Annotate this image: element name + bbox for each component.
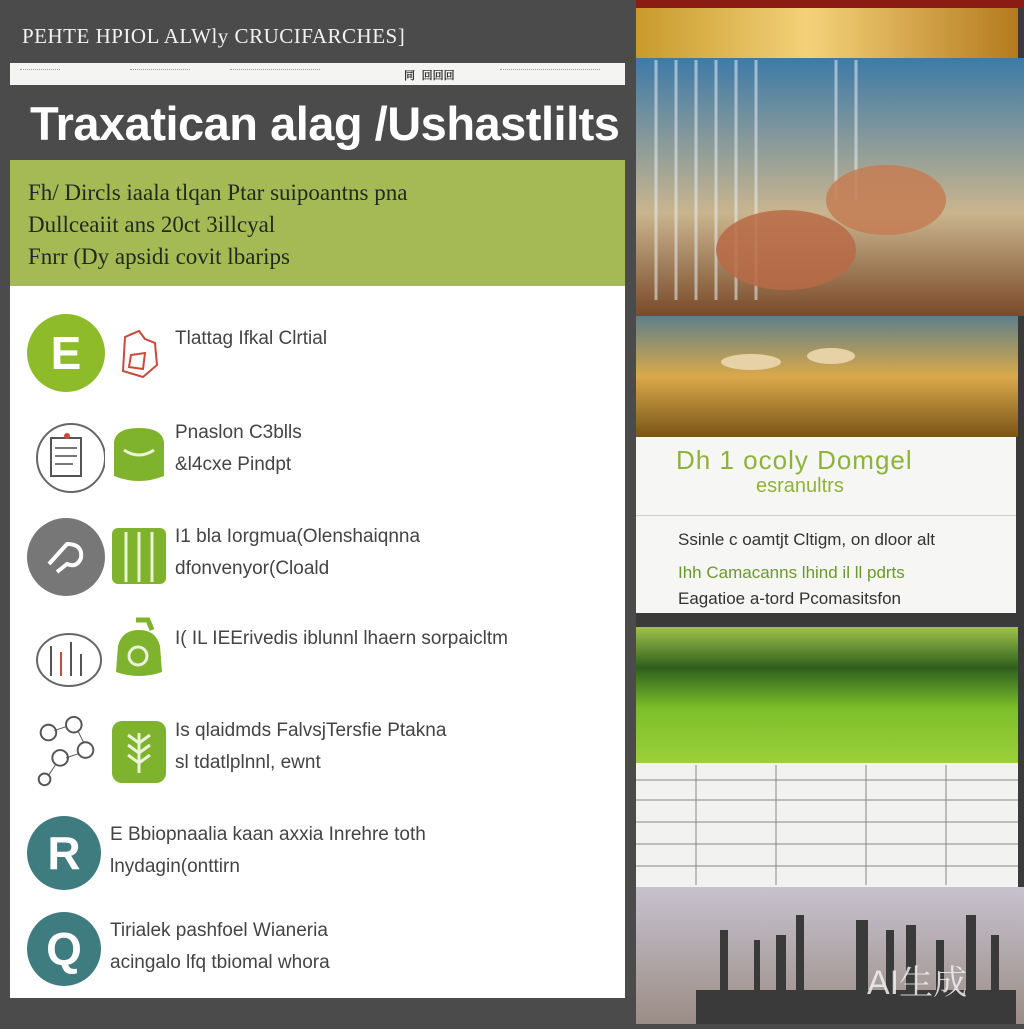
strip-doodle <box>130 69 190 80</box>
list-item-text <box>110 920 330 984</box>
list-item-text <box>175 422 302 486</box>
tool-shape <box>721 354 781 370</box>
subtitle-line: Fnrr (Dy apsidi covit lbarips <box>28 244 290 269</box>
list-item-text <box>175 526 420 590</box>
list-item-subtitle: sl tdatlplnnl, ewnt <box>175 752 321 773</box>
list-item <box>10 714 625 804</box>
strip-doodle <box>20 69 60 80</box>
list-item <box>10 518 625 608</box>
subtitle-box <box>10 160 625 286</box>
list-item-title: I1 bla Iorgmua(Olenshaiqnna <box>175 526 421 547</box>
feature-list <box>10 286 625 998</box>
strip-doodle <box>500 69 600 80</box>
list-item <box>10 912 625 1002</box>
photo-ledger-paper <box>636 763 1018 887</box>
hand-shape <box>826 165 946 235</box>
list-item-text <box>175 328 327 360</box>
list-item-text <box>175 720 446 784</box>
list-item-title: Pnaslon C3blls <box>175 422 302 443</box>
photo-green-field <box>636 627 1018 763</box>
paper-bag-icon <box>108 322 170 388</box>
page-title: Traxatican alag /Ushastlilts <box>30 97 620 150</box>
badge-icon <box>27 816 101 890</box>
list-item-subtitle: &l4cxe Pindpt <box>175 454 292 475</box>
tool-shape <box>807 348 855 364</box>
list-item-subtitle: acingalo lfq tbiomal whora <box>110 952 330 973</box>
card-line: Eagatioe a-tord Pcomasitsfon <box>678 589 902 608</box>
card-heading: Dh 1 ocoly Domgel <box>676 445 913 475</box>
list-item-title: Tirialek pashfoel Wianeria <box>110 920 328 941</box>
badge-letter: E <box>50 327 82 379</box>
grain-sack-icon <box>108 718 170 784</box>
badge-icon <box>27 314 105 392</box>
subtitle-line: Fh/ Dircls iaala tlqan Ptar suipoantns pna <box>28 180 408 205</box>
card-line: Ssinle c oamtjt Cltigm, on dloor alt <box>678 530 935 549</box>
list-item-title: I( IL IEErivedis iblunnl lhaern sorpaicltm <box>175 628 508 649</box>
list-item-title: Tlattag Ifkal Clrtial <box>175 328 328 349</box>
columns-icon <box>108 522 170 588</box>
list-item-title: E Bbiopnaalia kaan axxia Inrehre toth <box>110 824 426 845</box>
badge-letter: Q <box>46 923 82 975</box>
circle-symbol-icon <box>27 518 105 596</box>
network-sketch-icon <box>27 714 105 792</box>
list-item <box>10 616 625 706</box>
card-subheading: esranultrs <box>756 475 844 497</box>
list-item-subtitle: lnydagin(onttirn <box>110 856 240 877</box>
strip-doodle <box>230 69 320 80</box>
list-item-text <box>110 824 426 888</box>
decorative-strip <box>10 63 625 85</box>
strip-code: 同 回回回 <box>404 69 455 82</box>
badge-icon <box>27 912 101 986</box>
card-line: Ihh Camacanns lhind il ll pdrts <box>678 563 905 582</box>
info-card <box>636 437 1016 613</box>
ai-generated-watermark: AI生成 <box>867 964 968 1002</box>
list-item <box>10 816 625 906</box>
list-item-text <box>175 628 508 660</box>
photo-top-edge <box>636 0 1024 8</box>
sack-icon <box>108 616 170 682</box>
hand-shape <box>716 210 856 290</box>
document-sketch-icon <box>27 418 105 496</box>
list-item <box>10 314 625 404</box>
chart-sketch-icon <box>27 620 105 698</box>
top-caption: PEHTE HPIOL ALWly CRUCIFARCHES] <box>22 24 406 48</box>
card-divider <box>636 515 1016 516</box>
badge-letter: R <box>47 827 81 879</box>
list-item <box>10 414 625 504</box>
list-item-title: Is qlaidmds FalvsjTersfie Ptakna <box>175 720 447 741</box>
money-bag-icon <box>108 420 170 486</box>
list-item-subtitle: dfonvenyor(Cloald <box>175 558 330 579</box>
gap <box>636 613 1024 627</box>
subtitle-line: Dullceaiit ans 20ct 3illcyal <box>28 212 276 237</box>
photo-workbench <box>636 316 1018 437</box>
